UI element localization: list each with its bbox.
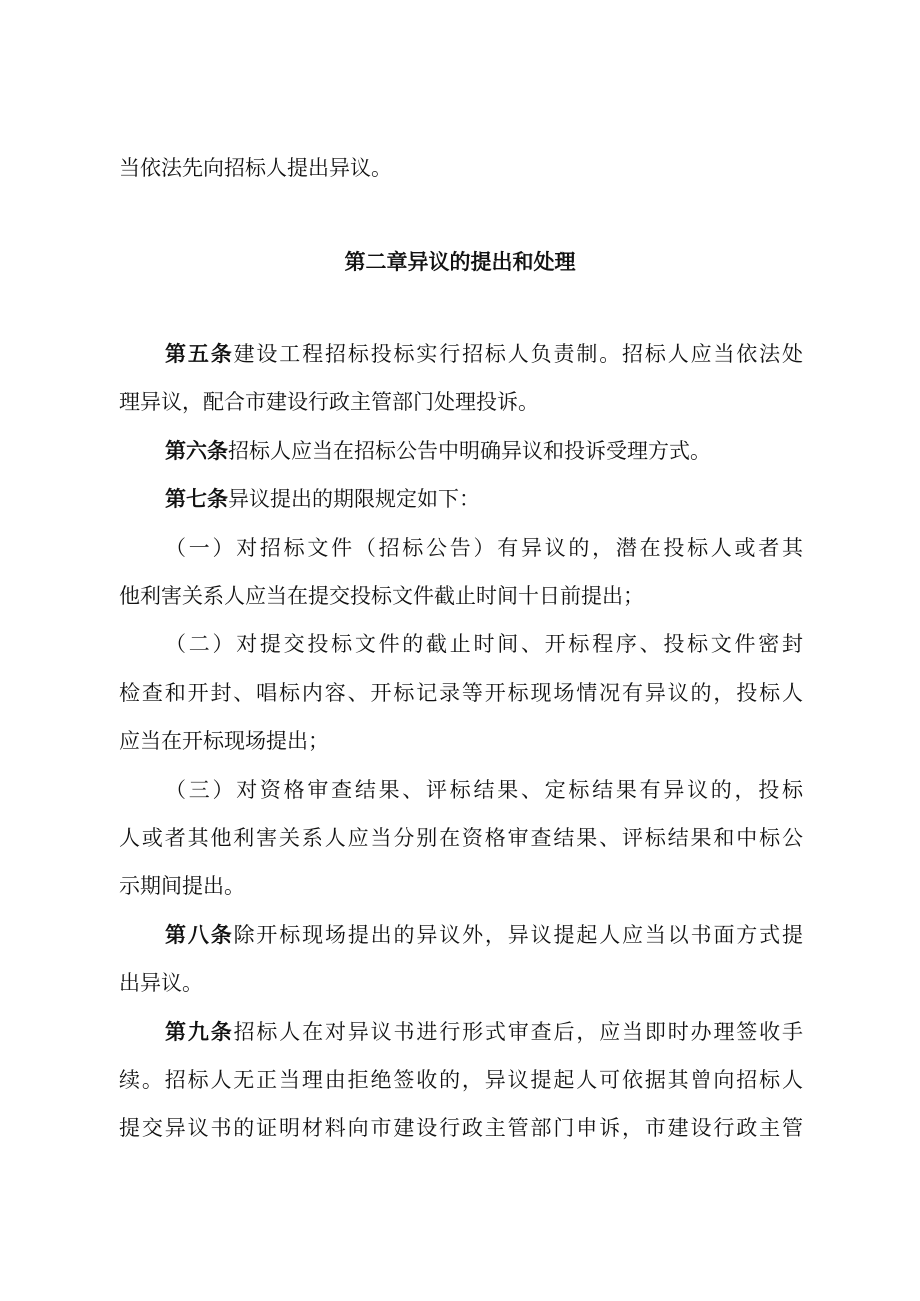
article-8-line-1 [165, 920, 803, 950]
article-5-label: 第五条 [165, 342, 234, 366]
article-6-text-1: 招标人应当在招标公告中明确异议和投诉受理方式。 [228, 439, 711, 463]
article-5-line-2: 理异议，配合市建设行政主管部门处理投诉。 [119, 390, 539, 414]
article-5-line-1 [165, 339, 803, 369]
article-8-label: 第八条 [165, 923, 234, 947]
article-7-label: 第七条 [165, 487, 228, 511]
article-7-item-1-line-1: （一）对招标文件（招标公告）有异议的，潜在投标人或者其 [165, 536, 803, 560]
article-9-line-1 [165, 1017, 803, 1047]
chapter-title: 第二章异议的提出和处理 [344, 250, 576, 274]
article-6-line-1 [165, 436, 803, 466]
article-9-label: 第九条 [165, 1020, 234, 1044]
article-7-item-2-line-1: （二）对提交投标文件的截止时间、开标程序、投标文件密封 [165, 632, 803, 656]
article-5-text-1: 建设工程招标投标实行招标人负责制。招标人应当依法处 [233, 342, 803, 366]
article-7-item-1-line-2: 他利害关系人应当在提交投标文件截止时间十日前提出； [119, 584, 644, 608]
article-7-item-3-line-3: 示期间提出。 [119, 874, 245, 898]
article-7-item-3-line-2: 人或者其他利害关系人应当分别在资格审查结果、评标结果和中标公 [119, 826, 803, 850]
carry-over-line: 当依法先向招标人提出异议。 [119, 156, 392, 180]
article-7-item-3-line-1: （三）对资格审查结果、评标结果、定标结果有异议的，投标 [165, 778, 803, 802]
article-8-line-2: 出异议。 [119, 971, 203, 995]
article-7-item-2-line-2: 检查和开封、唱标内容、开标记录等开标现场情况有异议的，投标人 [119, 681, 803, 705]
article-7-item-2-line-3: 应当在开标现场提出； [119, 729, 329, 753]
article-9-text-1: 招标人在对异议书进行形式审查后，应当即时办理签收手 [233, 1020, 803, 1044]
article-7-line-1 [165, 484, 803, 514]
article-6-label: 第六条 [165, 439, 228, 463]
article-9-line-3: 提交异议书的证明材料向市建设行政主管部门申诉，市建设行政主管 [119, 1116, 803, 1140]
article-7-text-1: 异议提出的期限规定如下： [228, 487, 480, 511]
article-9-line-2: 续。招标人无正当理由拒绝签收的，异议提起人可依据其曾向招标人 [119, 1068, 803, 1092]
article-8-text-1: 除开标现场提出的异议外，异议提起人应当以书面方式提 [233, 923, 803, 947]
